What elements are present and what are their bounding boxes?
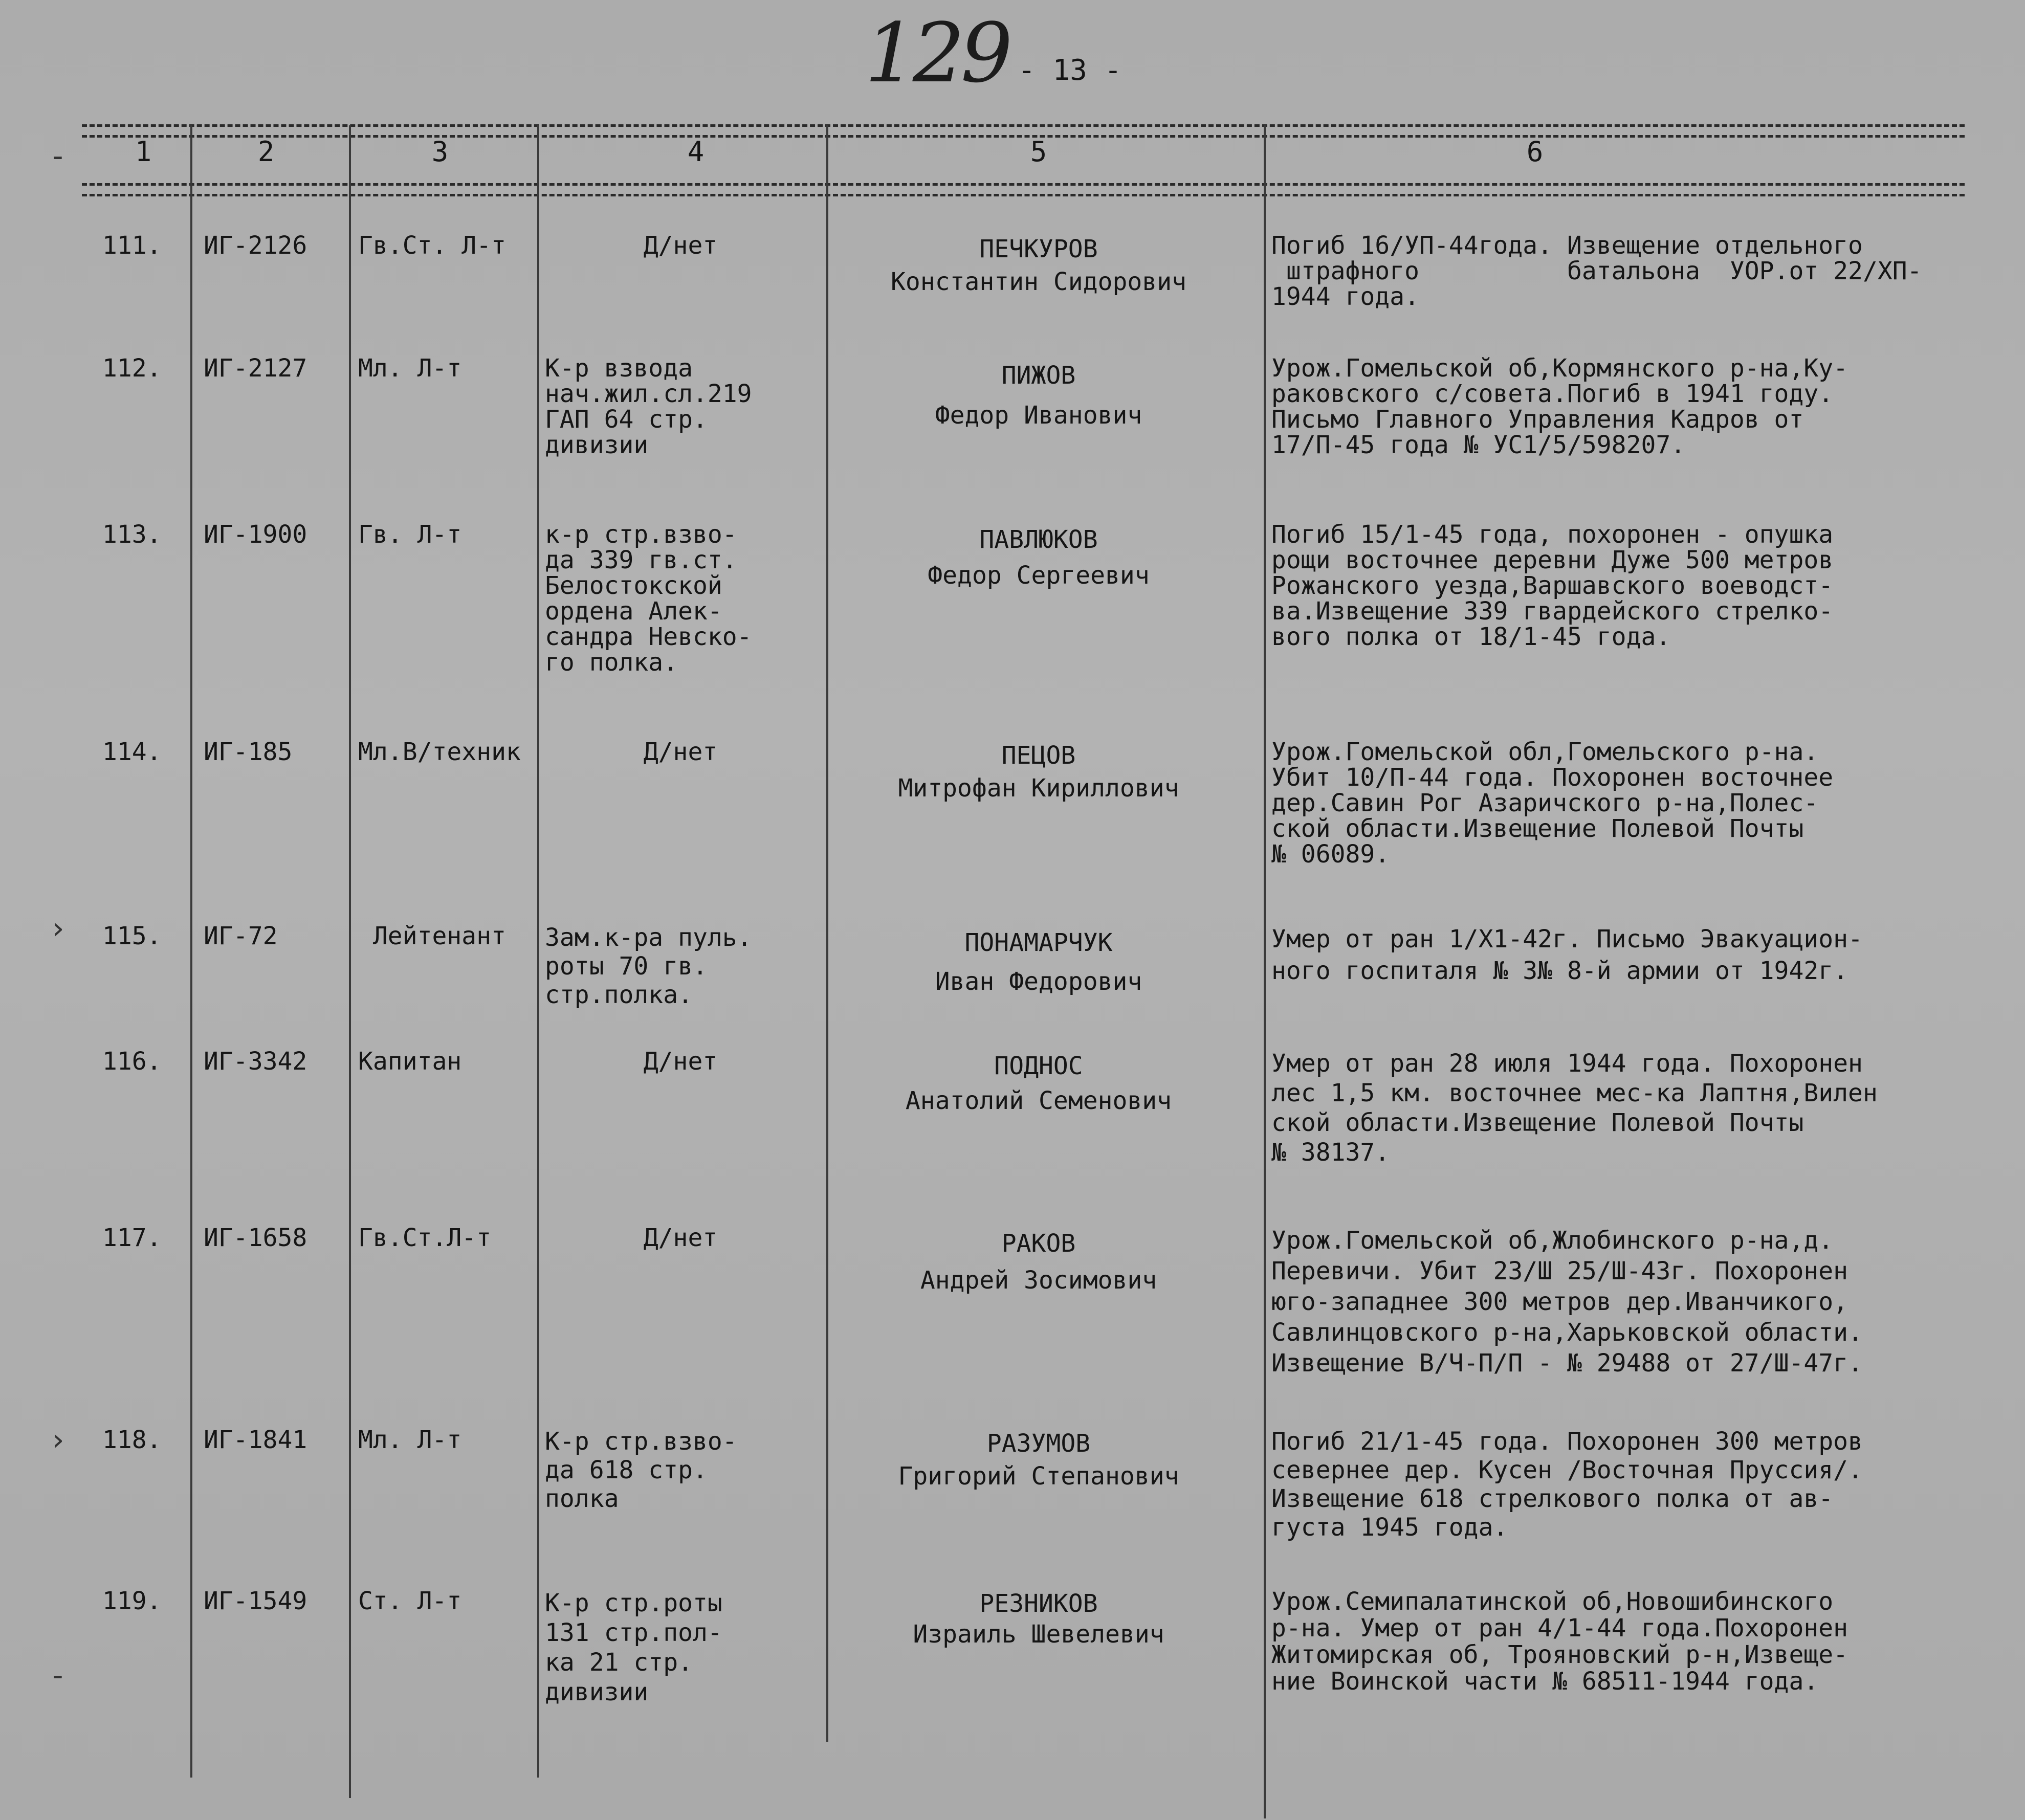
row-name: ПОНАМАРЧУК Иван Федорович [935, 928, 1142, 996]
row-code: ИГ-72 [204, 922, 278, 950]
column-number-2: 2 [257, 136, 275, 168]
handwritten-page-number: 129 [865, 5, 1009, 101]
row-position: Д/нет [643, 1224, 718, 1252]
column-number-5: 5 [1030, 136, 1047, 168]
row-name: РЕЗНИКОВ Израиль Шевелевич [913, 1589, 1164, 1649]
row-info: Умер от ран 28 июля 1944 года. Похоронен лес 1,5 км. восточнее мес-ка Лаптня,Вилен ской области.Извещение Полевой Почты № 38137. [1271, 1049, 1878, 1167]
row-number: 112. [102, 354, 162, 383]
row-code: ИГ-1549 [204, 1587, 307, 1615]
row-position: К-р взвода нач.жил.сл.219 ГАП 64 стр. дивизии [545, 354, 752, 459]
row-info: Урож.Гомельской об,Кормянского р-на,Ку- раковского с/совета.Погиб в 1941 году. Письмо Главного Управления Кадров от 17/П-45 года № УС1/5/598207. [1271, 354, 1848, 459]
column-divider-5 [1264, 125, 1266, 1818]
row-info: Погиб 16/УП-44года. Извещение отдельного штрафного батальона УОР.от 22/ХП- 1944 года. [1271, 231, 1922, 311]
row-rank: Мл.В/техник [358, 738, 521, 766]
column-divider-1 [190, 125, 192, 1778]
row-number: 113. [102, 520, 162, 549]
row-position: к-р стр.взво- да 339 гв.ст. Белостокской ордена Алек- сандра Невско- го полка. [545, 520, 752, 677]
row-name: ПЕЧКУРОВ Константин Сидорович [891, 235, 1186, 296]
row-rank: Капитан [358, 1047, 462, 1076]
margin-tick: ‑ [49, 1657, 68, 1693]
row-info: Умер от ран 1/Х1-42г. Письмо Эвакуацион- ного госпиталя № 3№ 8-й армии от 1942г. [1271, 925, 1863, 985]
column-divider-3 [537, 125, 539, 1778]
row-rank: Ст. Л-т [358, 1587, 462, 1615]
row-number: 115. [102, 922, 162, 950]
row-number: 114. [102, 738, 162, 766]
column-divider-2 [349, 125, 351, 1798]
row-position: К-р стр.взво- да 618 стр. полка [545, 1427, 737, 1513]
header-rule-bottom [82, 183, 1965, 196]
row-name: РАЗУМОВ Григорий Степанович [898, 1429, 1179, 1491]
row-name: ПОДНОС Анатолий Семенович [905, 1052, 1172, 1115]
row-info: Урож.Гомельской об,Жлобинского р-на,д. Перевичи. Убит 23/Ш 25/Ш-43г. Похоронен юго-западнее 300 метров дер.Иванчикого, Савлинцовского р-на,Харьковской области. Извещение В/Ч-П/П - № 29488 от 27/Ш-47г. [1271, 1226, 1863, 1378]
margin-tick: › [49, 1422, 68, 1458]
row-name: ПЕЦОВ Митрофан Кириллович [898, 741, 1179, 803]
row-code: ИГ-185 [204, 738, 293, 766]
row-number: 119. [102, 1587, 162, 1615]
row-rank: Мл. Л-т [358, 354, 462, 383]
column-number-1: 1 [135, 136, 152, 168]
column-number-6: 6 [1526, 136, 1544, 168]
row-info: Урож.Гомельской обл,Гомельского р-на. Убит 10/П-44 года. Похоронен восточнее дер.Савин Рог Азаричского р-на,Полес- ской области.Извещение Полевой Почты № 06089. [1271, 738, 1834, 869]
row-rank: Гв. Л-т [358, 520, 462, 549]
row-rank: Лейтенант [358, 922, 506, 950]
row-info: Погиб 15/1-45 года, похоронен - опушка рощи восточнее деревни Дуже 500 метров Рожанского уезда,Варшавского воеводст- ва.Извещение 339 гвардейского стрелко- вого полка от 18/1-45 года. [1271, 520, 1834, 651]
margin-tick: › [49, 911, 68, 946]
row-code: ИГ-1658 [204, 1224, 307, 1252]
header-rule-top [82, 124, 1965, 138]
row-info: Урож.Семипалатинской об,Новошибинского р-на. Умер от ран 4/1-44 года.Похоронен Житомирская об, Трояновский р-н,Извеще- ние Воинской части № 68511-1944 года. [1271, 1587, 1848, 1696]
column-number-4: 4 [687, 136, 705, 168]
row-number: 117. [102, 1224, 162, 1252]
column-number-3: 3 [431, 136, 449, 168]
row-code: ИГ-3342 [204, 1047, 307, 1076]
row-code: ИГ-1841 [204, 1426, 307, 1454]
row-info: Погиб 21/1-45 года. Похоронен 300 метров севернее дер. Кусен /Восточная Пруссия/. Извещение 618 стрелкового полка от ав- густа 1945 года. [1271, 1427, 1863, 1542]
row-rank: Мл. Л-т [358, 1426, 462, 1454]
row-rank: Гв.Ст.Л-т [358, 1224, 492, 1252]
row-code: ИГ-2126 [204, 231, 307, 260]
row-position: Зам.к-ра пуль. роты 70 гв. стр.полка. [545, 923, 752, 1009]
row-rank: Гв.Ст. Л-т [358, 231, 506, 260]
row-position: Д/нет [643, 231, 718, 260]
row-code: ИГ-2127 [204, 354, 307, 383]
row-number: 118. [102, 1426, 162, 1454]
row-number: 116. [102, 1047, 162, 1076]
row-name: ПАВЛЮКОВ Федор Сергеевич [928, 525, 1150, 590]
row-position: Д/нет [643, 738, 718, 766]
row-position: Д/нет [643, 1047, 718, 1076]
row-name: РАКОВ Андрей Зосимович [920, 1229, 1157, 1295]
row-position: К-р стр.роты 131 стр.пол- ка 21 стр. дивизии [545, 1589, 722, 1706]
margin-tick: ‑ [49, 138, 68, 174]
row-number: 111. [102, 231, 162, 260]
row-code: ИГ-1900 [204, 520, 307, 549]
row-name: ПИЖОВ Федор Иванович [935, 361, 1142, 430]
page-number: - 13 - [1018, 54, 1122, 87]
